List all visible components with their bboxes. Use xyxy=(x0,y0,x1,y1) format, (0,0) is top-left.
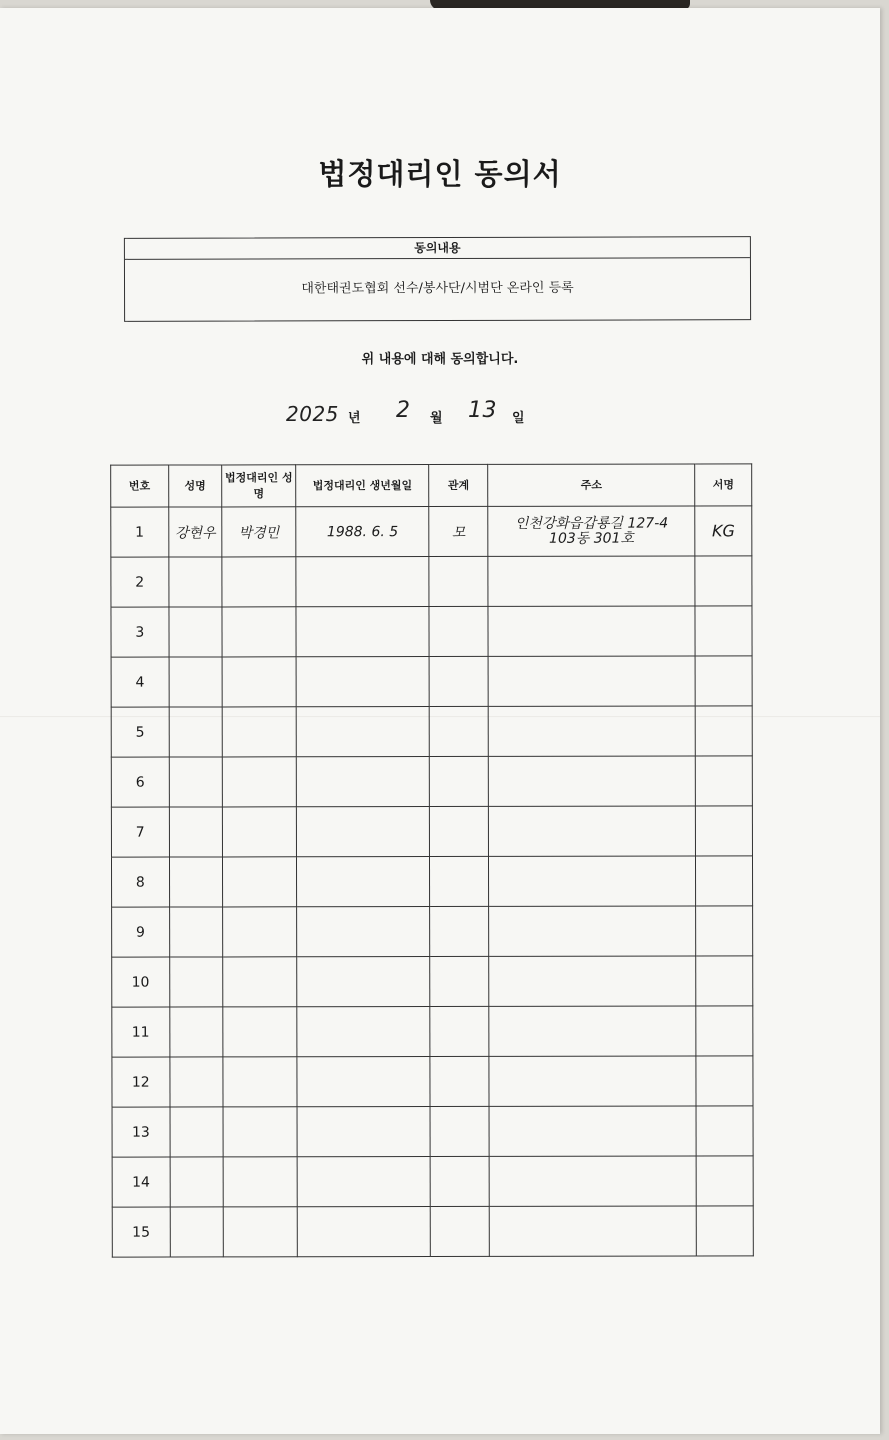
cell-guardian-name xyxy=(223,1207,297,1257)
cell-no: 3 xyxy=(111,607,169,657)
cell-name xyxy=(169,1007,223,1057)
cell-no: 11 xyxy=(112,1007,170,1057)
cell-no: 2 xyxy=(111,557,169,607)
cell-no: 13 xyxy=(112,1107,170,1157)
cell-guardian-birth xyxy=(297,907,431,957)
cell-address xyxy=(488,706,695,756)
cell-signature xyxy=(695,656,752,706)
cell-relation xyxy=(431,1156,490,1206)
guardian-table xyxy=(110,463,754,1257)
cell-name xyxy=(169,657,223,707)
cell-guardian-birth xyxy=(296,657,430,707)
table-row xyxy=(111,606,752,657)
cell-name xyxy=(170,1107,224,1157)
cell-guardian-name xyxy=(223,907,297,957)
cell-guardian-name xyxy=(223,957,297,1007)
cell-signature xyxy=(696,906,753,956)
cell-signature xyxy=(696,706,753,756)
cell-signature xyxy=(696,1106,753,1156)
table-row xyxy=(111,756,752,807)
cell-guardian-name xyxy=(223,857,297,907)
table-row xyxy=(111,556,752,607)
cell-guardian-name: 박경민 xyxy=(222,507,296,557)
cell-no: 10 xyxy=(112,957,170,1007)
cell-no: 7 xyxy=(111,807,169,857)
cell-guardian-name xyxy=(222,757,296,807)
cell-relation xyxy=(429,556,488,606)
cell-relation: 모 xyxy=(429,506,488,556)
cell-signature xyxy=(695,556,752,606)
cell-guardian-name xyxy=(222,557,296,607)
cell-name xyxy=(170,1207,224,1257)
cell-name xyxy=(169,857,223,907)
cell-signature xyxy=(696,1156,753,1206)
cell-guardian-name xyxy=(222,707,296,757)
cell-guardian-birth xyxy=(297,1157,431,1207)
cell-relation xyxy=(430,1056,489,1106)
table-row xyxy=(111,706,752,757)
header-signature: 서명 xyxy=(695,464,752,506)
consent-body: 대한태권도협회 선수/봉사단/시범단 온라인 등록 xyxy=(301,280,574,297)
header-guardian-birth: 법정대리인 생년월일 xyxy=(296,465,430,507)
table-row xyxy=(112,1156,753,1207)
cell-address xyxy=(489,956,696,1006)
date-month: 2 xyxy=(396,398,411,423)
cell-no: 12 xyxy=(112,1057,170,1107)
cell-name xyxy=(170,1157,224,1207)
cell-address xyxy=(488,806,695,856)
address-line-1: 인천강화읍갑룡길 127-4 xyxy=(514,515,669,532)
cell-no: 14 xyxy=(112,1157,170,1207)
cell-guardian-birth xyxy=(297,1207,431,1257)
document-title: 법정대리인 동의서 xyxy=(318,157,562,191)
consent-header: 동의내용 xyxy=(125,237,750,260)
cell-address xyxy=(488,656,695,706)
table-row xyxy=(112,906,753,957)
date-month-unit: 월 xyxy=(430,411,443,426)
cell-signature xyxy=(696,1006,753,1056)
cell-name xyxy=(169,757,223,807)
cell-no: 4 xyxy=(111,657,169,707)
cell-address xyxy=(489,1156,696,1206)
table-row xyxy=(112,1006,753,1057)
cell-signature xyxy=(696,956,753,1006)
cell-guardian-name xyxy=(222,657,296,707)
cell-guardian-name xyxy=(223,807,297,857)
date-year: 2025 xyxy=(286,402,339,426)
cell-guardian-birth xyxy=(297,1107,431,1157)
cell-signature xyxy=(696,856,753,906)
cell-name: 강현우 xyxy=(168,507,222,557)
cell-relation xyxy=(430,956,489,1006)
cell-address xyxy=(489,856,696,906)
cell-relation xyxy=(431,1206,490,1256)
cell-address xyxy=(488,756,695,806)
cell-relation xyxy=(430,1106,489,1156)
table-row xyxy=(112,1056,753,1107)
date-day: 13 xyxy=(468,398,497,423)
cell-relation xyxy=(430,906,489,956)
cell-signature xyxy=(695,606,752,656)
cell-guardian-birth xyxy=(296,757,430,807)
table-row xyxy=(112,1206,753,1257)
cell-name xyxy=(168,557,222,607)
table-row xyxy=(111,506,752,557)
date-year-unit: 년 xyxy=(348,411,361,426)
cell-no: 6 xyxy=(111,757,169,807)
cell-address xyxy=(489,1056,696,1106)
header-no: 번호 xyxy=(111,465,169,507)
cell-guardian-name xyxy=(223,1157,297,1207)
cell-guardian-name xyxy=(223,1007,297,1057)
cell-signature xyxy=(697,1206,754,1256)
cell-guardian-birth xyxy=(296,557,430,607)
cell-address xyxy=(489,906,696,956)
cell-relation xyxy=(430,856,489,906)
cell-address xyxy=(488,606,695,656)
date-line xyxy=(280,398,580,428)
cell-name xyxy=(169,907,223,957)
cell-guardian-birth xyxy=(296,707,430,757)
table-row xyxy=(111,806,752,857)
cell-address xyxy=(488,506,695,556)
cell-guardian-birth xyxy=(296,807,430,857)
header-name: 성명 xyxy=(168,465,222,507)
cell-relation xyxy=(430,656,489,706)
cell-guardian-birth xyxy=(297,1007,431,1057)
cell-relation xyxy=(429,606,488,656)
cell-signature xyxy=(696,1056,753,1106)
cell-guardian-birth: 1988. 6. 5 xyxy=(296,507,430,557)
cell-no: 1 xyxy=(111,507,169,557)
cell-signature: KG xyxy=(695,506,752,556)
cell-name xyxy=(169,957,223,1007)
cell-address xyxy=(489,1106,696,1156)
cell-no: 5 xyxy=(111,707,169,757)
table-row xyxy=(111,856,752,907)
cell-signature xyxy=(696,806,753,856)
cell-no: 9 xyxy=(112,907,170,957)
agreement-text: 위 내용에 대해 동의합니다. xyxy=(361,352,519,367)
cell-guardian-birth xyxy=(297,1057,431,1107)
cell-relation xyxy=(430,706,489,756)
consent-box xyxy=(124,236,751,322)
table-row xyxy=(111,656,752,707)
cell-guardian-name xyxy=(222,607,296,657)
address-line-2: 103동 301호 xyxy=(549,530,635,547)
cell-relation xyxy=(430,1006,489,1056)
date-day-unit: 일 xyxy=(512,411,525,426)
cell-name xyxy=(169,607,223,657)
cell-no: 15 xyxy=(112,1207,170,1257)
cell-guardian-birth xyxy=(296,857,430,907)
cell-name xyxy=(169,707,223,757)
cell-address xyxy=(488,556,695,606)
cell-relation xyxy=(430,806,489,856)
table-row xyxy=(112,1106,753,1157)
cell-name xyxy=(170,1057,224,1107)
cell-name xyxy=(169,807,223,857)
header-guardian-name: 법정대리인 성명 xyxy=(222,465,296,507)
table-row xyxy=(112,956,753,1007)
header-address: 주소 xyxy=(488,464,695,506)
cell-address xyxy=(489,1206,696,1256)
cell-guardian-name xyxy=(223,1107,297,1157)
cell-guardian-name xyxy=(223,1057,297,1107)
cell-no: 8 xyxy=(111,857,169,907)
cell-guardian-birth xyxy=(296,607,430,657)
cell-address xyxy=(489,1006,696,1056)
cell-signature xyxy=(696,756,753,806)
table-header-row xyxy=(111,464,752,507)
cell-relation xyxy=(430,756,489,806)
header-relation: 관계 xyxy=(429,464,488,506)
cell-guardian-birth xyxy=(297,957,431,1007)
